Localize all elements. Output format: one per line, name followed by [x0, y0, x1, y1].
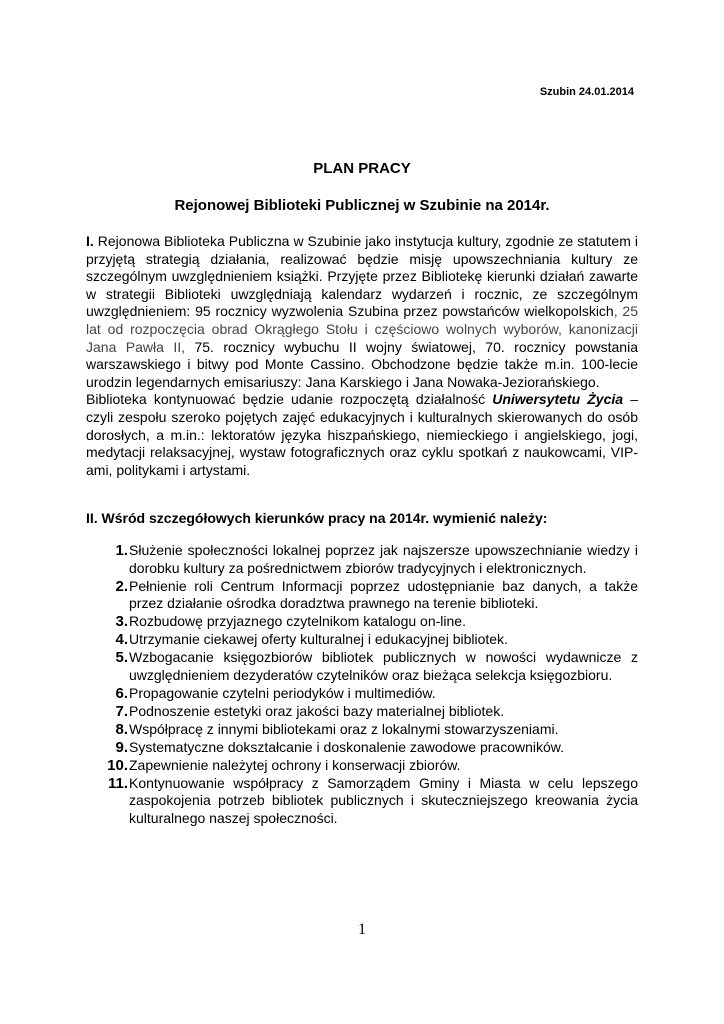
- list-item: [86, 703, 638, 721]
- list-item: [86, 757, 638, 775]
- list-item: [86, 739, 638, 757]
- list-item-text: Kontynuowanie współpracy z Samorządem Gminy i Miasta w celu lepszego zaspokojenia potrzeb bibliotek publicznych i skuteczniejszego kreowania życia kulturalnego naszej społeczności.: [129, 774, 638, 826]
- section-1-p2-text-a: Biblioteka kontynuować będzie udanie rozpoczętą działalność: [86, 391, 493, 408]
- list-item-text: Podnoszenie estetyki oraz jakości bazy materialnej bibliotek.: [129, 702, 505, 719]
- section-1-numeral: I.: [86, 233, 94, 249]
- page-number: 1: [358, 921, 366, 938]
- list-item-number: 3.: [115, 613, 128, 631]
- section-1-paragraph-1: [86, 233, 638, 391]
- list-item-number: 4.: [115, 631, 128, 649]
- list-item: [86, 649, 638, 684]
- section-2-heading: II. Wśród szczegółowych kierunków pracy na 2014r. wymienić należy:: [86, 510, 548, 526]
- section-1-paragraph-2: [86, 391, 638, 479]
- list-item-number: 2.: [115, 577, 128, 595]
- list-item: [86, 631, 638, 649]
- list-item-number: 9.: [115, 738, 128, 756]
- section-1: [86, 233, 638, 479]
- list-item-text: Propagowanie czytelni periodyków i multimediów.: [129, 684, 436, 701]
- list-item-number: 8.: [115, 720, 128, 738]
- list-item: [86, 685, 638, 703]
- section-1-text-b: , 25 lat od rozpoczęcia obrad Okrągłego Stołu i częściowo wolnych wyborów, kanonizacji Jana Pawła II,: [86, 303, 638, 355]
- list-item: [86, 775, 638, 828]
- section-1-p2-text-b: – czyli zespołu szeroko pojętych zajęć edukacyjnych i kulturalnych skierowanych do osób dorosłych, a m.in.: lektoratów języka hiszpańskiego, niemieckiego i angielskiego, jogi, medytacji relaksacyjnej, wystaw fotograficznych oraz cyklu spotkań z naukowcami, VIP-ami, politykami i artystami.: [86, 391, 638, 478]
- list-item-number: 1.: [115, 542, 128, 559]
- list-item-text: Systematyczne dokształcanie i doskonalenie zawodowe pracowników.: [129, 738, 565, 755]
- document-title: PLAN PRACY: [313, 160, 411, 177]
- list-item: [86, 721, 638, 739]
- list-item: [86, 613, 638, 631]
- list-item: [86, 542, 638, 577]
- list-item-text: Utrzymanie ciekawej oferty kulturalnej i edukacyjnej bibliotek.: [129, 631, 508, 648]
- list-item-number: 5.: [115, 649, 128, 667]
- list-item-number: 7.: [115, 702, 128, 720]
- list-item-text: Pełnienie roli Centrum Informacji poprzez udostępnianie baz danych, a także przez działanie ośrodka doradztwa prawnego na terenie biblioteki.: [129, 577, 638, 612]
- section-1-text-a: Rejonowa Biblioteka Publiczna w Szubinie jako instytucja kultury, zgodnie ze statutem i przyjętą strategią działania, realizować będzie misję upowszechniania kultury ze szczególnym uwzględnieniem książki. Przyjęte przez Bibliotekę kierunki działań zawarte w strategii Biblioteki uwzględniają kalendarz wydarzeń i rocznic, ze szczególnym uwzględnieniem: 95 rocznicy wyzwolenia Szubina przez powstańców wielkopolskich: [86, 233, 638, 320]
- list-item: [86, 578, 638, 613]
- section-1-text-c: 75. rocznicy wybuchu II wojny światowej, 70. rocznicy powstania warszawskiego i bitwy pod Monte Cassino. Obchodzone będzie także m.in. 100-lecie urodzin legendarnych emisariuszy: Jana Karskiego i Jana Nowaka-Jeziorańskiego.: [86, 338, 638, 390]
- list-item-text: Współpracę z innymi bibliotekami oraz z lokalnymi stowarzyszeniami.: [129, 720, 559, 737]
- list-item-text: Wzbogacanie księgozbiorów bibliotek publicznych w nowości wydawnicze z uwzględnieniem dezyderatów czytelników oraz bieżąca selekcja księgozbioru.: [129, 649, 638, 683]
- list-item-number: 10.: [107, 756, 128, 774]
- task-list: [86, 542, 638, 828]
- list-item-number: 11.: [107, 774, 128, 792]
- document-date: Szubin 24.01.2014: [539, 86, 634, 98]
- list-item-text: Służenie społeczności lokalnej poprzez jak najszersze upowszechnianie wiedzy i dorobku kultury za pośrednictwem zbiorów tradycyjnych i elektronicznych.: [129, 542, 638, 576]
- document-subtitle: Rejonowej Biblioteki Publicznej w Szubinie na 2014r.: [174, 197, 550, 214]
- list-item-number: 6.: [115, 684, 128, 702]
- list-item-text: Rozbudowę przyjaznego czytelnikom katalogu on-line.: [129, 613, 466, 630]
- list-item-text: Zapewnienie należytej ochrony i konserwacji zbiorów.: [129, 756, 461, 773]
- uniwersytet-zycia-emphasis: Uniwersytetu Życia: [492, 391, 624, 408]
